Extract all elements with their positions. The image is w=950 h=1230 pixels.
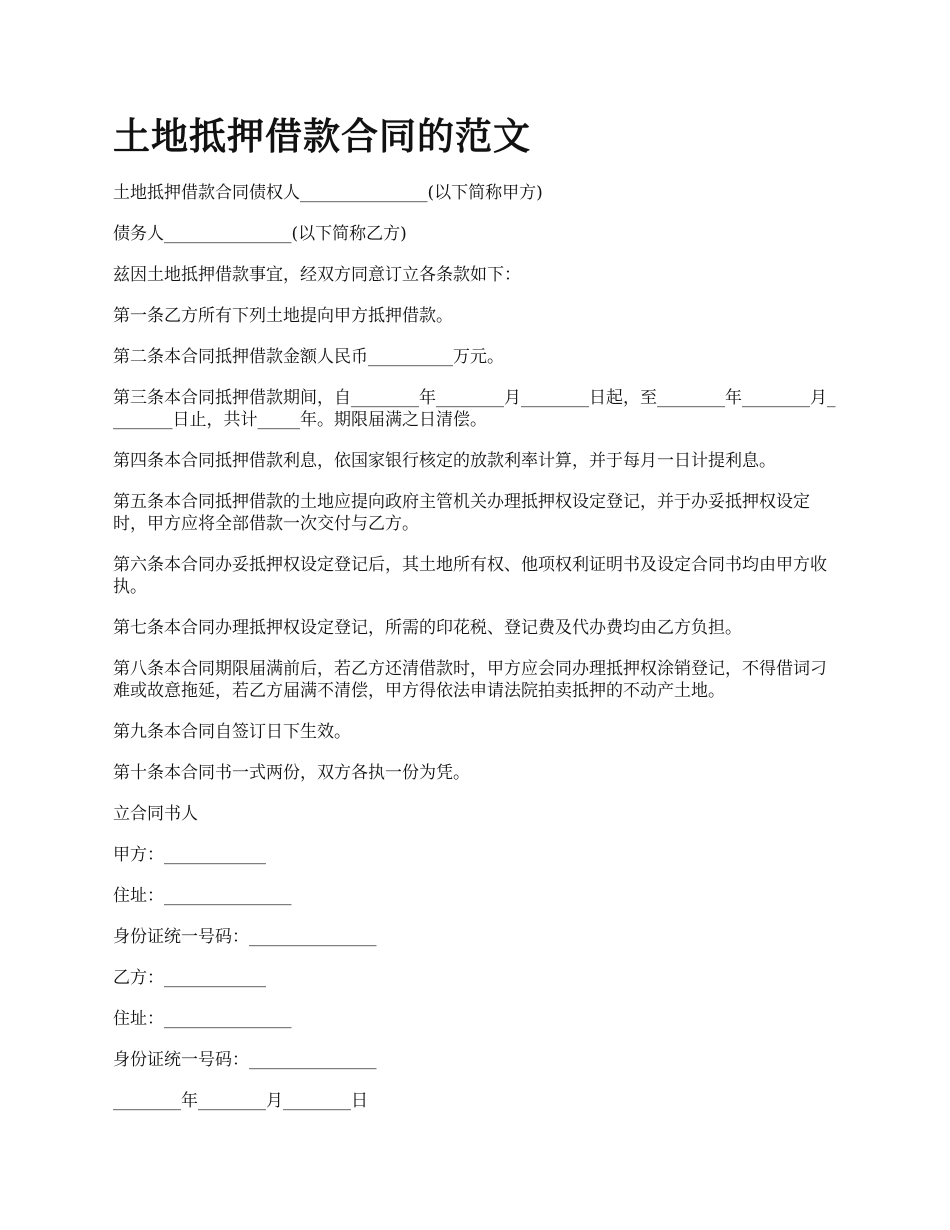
party-a-id-number: 身份证统一号码：_______________ [113,927,377,947]
party-b-id-number: 身份证统一号码：_______________ [113,1050,377,1070]
party-b-address: 住址：_______________ [113,1009,292,1029]
party-a-name: 甲方：____________ [113,845,266,865]
article-10: 第十条本合同书一式两份，双方各执一份为凭。 [113,763,470,783]
article-4: 第四条本合同抵押借款利息，依国家银行核定的放款利率计算，并于每月一日计提利息。 [113,451,776,471]
document-page [113,112,843,1131]
signing-date: ________年________月________日 [113,1091,368,1111]
article-8: 第八条本合同期限届满前后，若乙方还清借款时，甲方应会同办理抵押权涂销登记，不得借词刁难或故意拖延，若乙方届满不清偿，甲方得依法申请法院拍卖抵押的不动产土地。 [113,659,827,701]
article-2: 第二条本合同抵押借款金额人民币__________万元。 [113,347,504,367]
party-a-address: 住址：_______________ [113,886,292,906]
party-b-name: 乙方：____________ [113,968,266,988]
article-5: 第五条本合同抵押借款的土地应提向政府主管机关办理抵押权设定登记，并于办妥抵押权设定时，甲方应将全部借款一次交付与乙方。 [113,492,810,534]
signatories-heading: 立合同书人 [113,804,198,824]
preamble: 兹因土地抵押借款事宜，经双方同意订立各条款如下： [113,265,521,285]
article-7: 第七条本合同办理抵押权设定登记，所需的印花税、登记费及代办费均由乙方负担。 [113,618,742,638]
article-9: 第九条本合同自签订日下生效。 [113,722,351,742]
article-3: 第三条本合同抵押借款期间，自________年________月________日起，至________年________月________日止，共计_____年。期限届满之日清偿。 [113,388,836,430]
article-1: 第一条乙方所有下列土地提向甲方抵押借款。 [113,306,453,326]
article-6: 第六条本合同办妥抵押权设定登记后，其土地所有权、他项权利证明书及设定合同书均由甲方收执。 [113,555,827,597]
document-title: 土地抵押借款合同的范文 [113,114,531,158]
creditor-line: 土地抵押借款合同债权人_______________(以下简称甲方) [113,183,543,203]
debtor-line: 债务人_______________(以下简称乙方) [113,224,407,244]
